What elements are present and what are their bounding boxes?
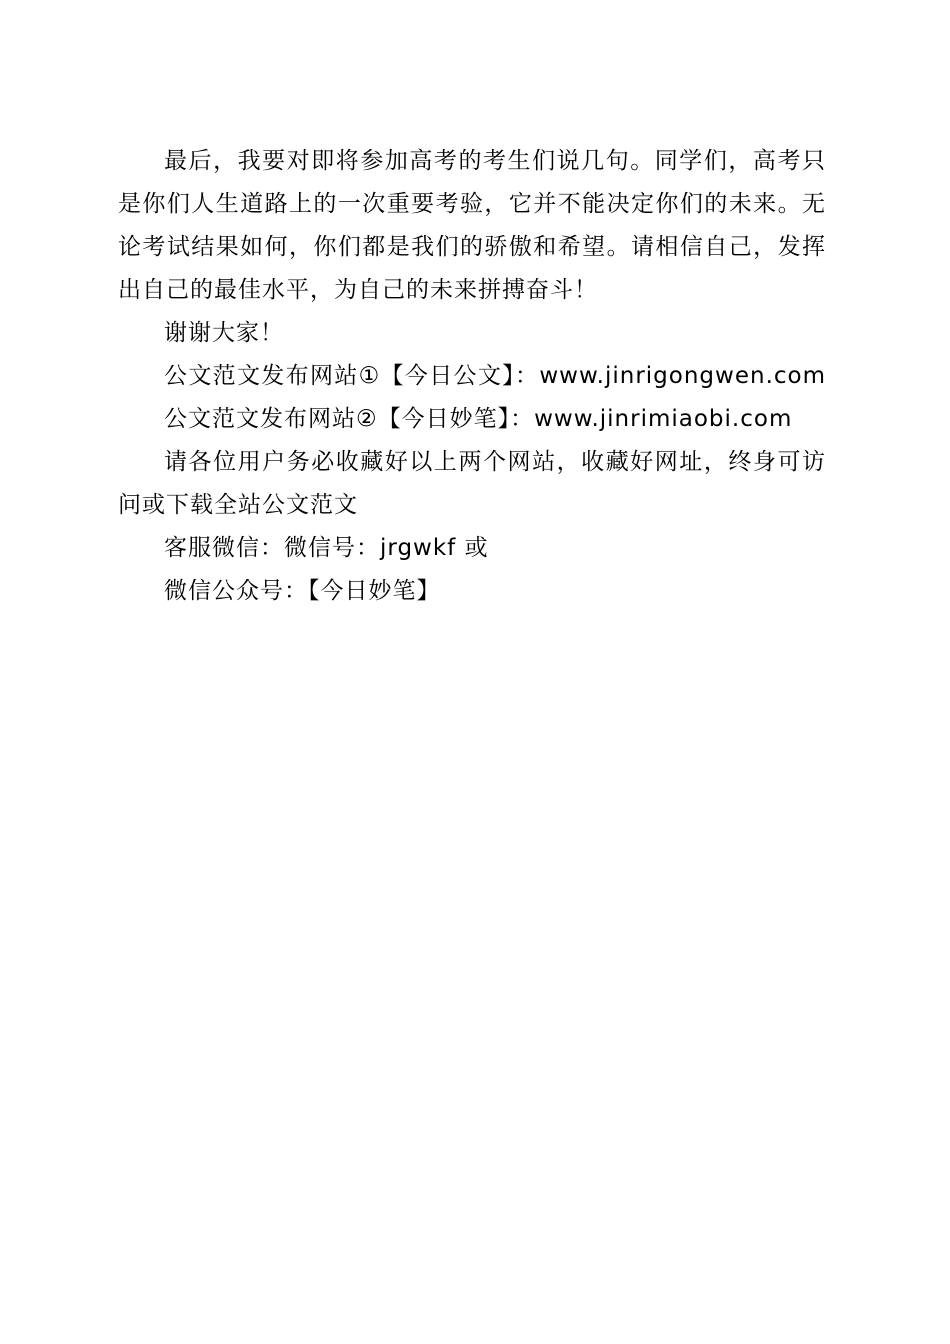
document-body [118,140,826,613]
thanks-line: 谢谢大家！ [164,320,284,346]
customer-service-wechat: 客服微信：微信号：jrgwkf 或 [164,535,489,561]
wechat-official-account: 微信公众号：【今日妙笔】 [164,578,441,604]
site1-label: 公文范文发布网站①【今日公文】： [164,363,540,389]
closing-paragraph: 最后，我要对即将参加高考的考生们说几句。同学们，高考只是你们人生道路上的一次重要考验，它并不能决定你们的未来。无论考试结果如何，你们都是我们的骄傲和希望。请相信自己，发挥出自己的最佳水平，为自己的未来拼搏奋斗！ [118,148,826,303]
bookmark-notice: 请各位用户务必收藏好以上两个网站，收藏好网址，终身可访问或下载全站公文范文 [118,449,826,518]
site2-label: 公文范文发布网站②【今日妙笔】： [164,406,535,432]
site1-url[interactable]: www.jinrigongwen.com [539,363,826,389]
site2-url[interactable]: www.jinrimiaobi.com [534,406,793,432]
site1-line [118,355,826,398]
site2-line [118,398,826,441]
